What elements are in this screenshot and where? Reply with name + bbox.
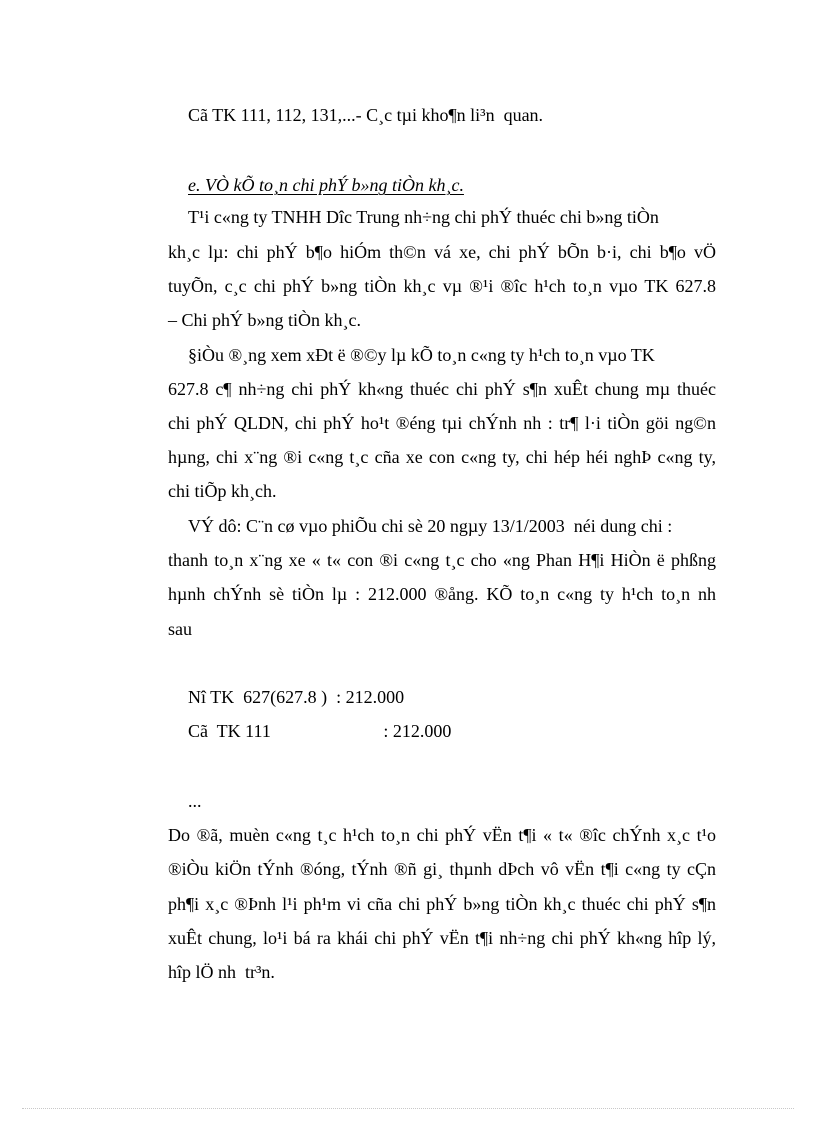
paragraph-line: kh¸c lµ: chi phÝ b¶o hiÓm th©n vá xe, chi phÝ bÕn b·i, chi b¶o vÖ (168, 242, 716, 262)
ellipsis: ... (188, 791, 202, 811)
credit-entry: Cã TK 111 : 212.000 (188, 721, 452, 741)
paragraph-line: ®iÒu kiÖn tÝnh ®óng, tÝnh ®ñ gi¸ thµnh dÞch vô vËn t¶i c«ng ty cÇn (168, 859, 716, 879)
paragraph-line: 627.8 c¶ nh÷ng chi phÝ kh«ng thuéc chi phÝ s¶n xuÊt chung mµ thuéc (168, 379, 716, 399)
paragraph-line: VÝ dô: C¨n cø vµo phiÕu chi sè 20 ngµy 13/1/2003 néi dung chi : (188, 516, 673, 536)
paragraph-line: §iÒu ®¸ng xem xÐt ë ®©y lµ kÕ to¸n c«ng ty h¹ch to¸n vµo TK (188, 345, 655, 365)
page-bottom-divider (22, 1108, 794, 1109)
paragraph-line: T¹i c«ng ty TNHH Dîc Trung nh÷ng chi phÝ thuéc chi b»ng tiÒn (188, 207, 659, 227)
section-heading: e. VÒ kÕ to¸n chi phÝ b»ng tiÒn kh¸c. (188, 175, 464, 195)
debit-entry: Nî TK 627(627.8 ) : 212.000 (188, 687, 405, 707)
paragraph-line: sau (168, 619, 192, 639)
paragraph-line: thanh to¸n x¨ng xe « t« con ®i c«ng t¸c cho «ng Phan H¶i HiÒn ë phßng (168, 550, 716, 570)
paragraph-line: hîp lÖ nh tr³n. (168, 962, 275, 982)
paragraph-line: tuyÕn, c¸c chi phÝ b»ng tiÒn kh¸c vµ ®¹i ®îc h¹ch to¸n vµo TK 627.8 (168, 276, 716, 296)
paragraph-line: chi phÝ QLDN, chi phÝ ho¹t ®éng tµi chÝnh nh : tr¶ l·i tiÒn göi ng©n (168, 413, 716, 433)
paragraph-line: Do ®ã, muèn c«ng t¸c h¹ch to¸n chi phÝ vËn t¶i « t« ®îc chÝnh x¸c t¹o (168, 825, 716, 845)
accounts-line: Cã TK 111, 112, 131,...- C¸c tµi kho¶n li³n quan. (188, 105, 544, 125)
paragraph-line: hµng, chi x¨ng ®i c«ng t¸c cña xe con c«ng ty, chi hép héi nghÞ c«ng ty, (168, 447, 716, 467)
paragraph-line: xuÊt chung, lo¹i bá ra khái chi phÝ vËn t¶i nh÷ng chi phÝ kh«ng hîp lý, (168, 928, 716, 948)
paragraph-line: – Chi phÝ b»ng tiÒn kh¸c. (168, 310, 361, 330)
paragraph-line: hµnh chÝnh sè tiÒn lµ : 212.000 ®ång. KÕ to¸n c«ng ty h¹ch to¸n nh (168, 584, 716, 604)
paragraph-line: ph¶i x¸c ®Þnh l¹i ph¹m vi cña chi phÝ b»ng tiÒn kh¸c thuéc chi phÝ s¶n (168, 894, 716, 914)
paragraph-line: chi tiÕp kh¸ch. (168, 481, 277, 501)
